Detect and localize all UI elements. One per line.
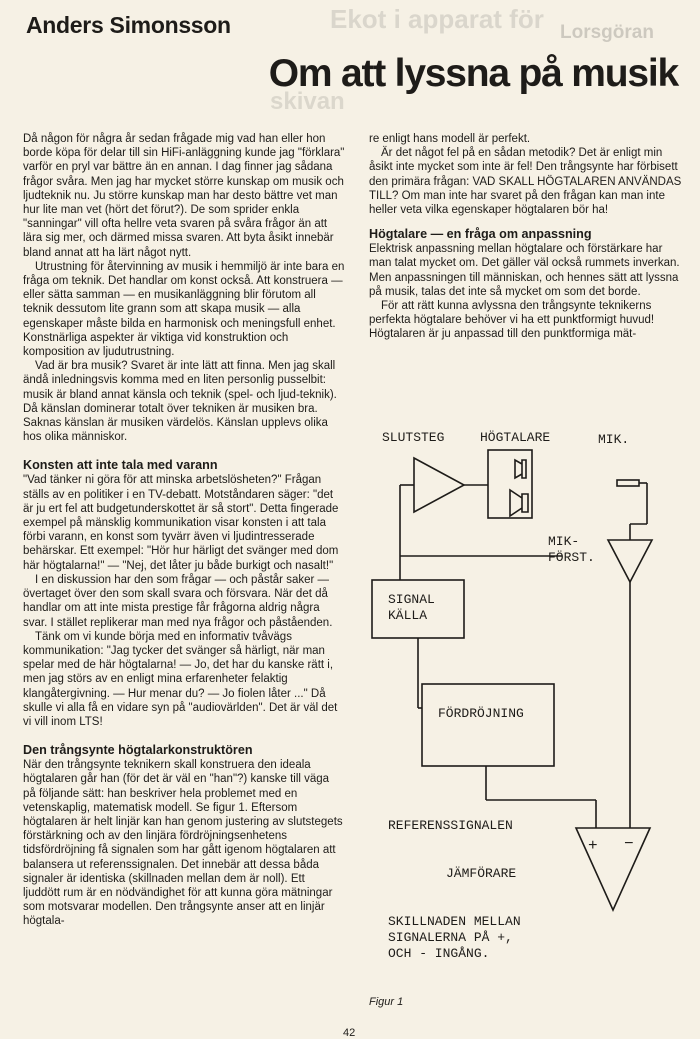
label-skillnad: SKILLNADEN MELLAN SIGNALERNA PÅ +, OCH - INGÅNG. (388, 914, 521, 961)
bleed-through-text: skivan (270, 88, 345, 115)
label-jamforare: JÄMFÖRARE (446, 866, 517, 881)
section-heading: Högtalare — en fråga om anpassning (369, 227, 592, 242)
paragraph: När den trångsynte teknikern skall konstruera den ideala högtalaren går han (för det är väl en "han"?) kanske till väga på följande sätt: han beskriver hela problemet med en vetenskaplig, matematisk modell. Se figur 1. Eftersom högtalaren är helt linjär kan han genom justering av slutstegets förstärkning och av den linjära fördröjningsenhetens tidsfördröjning få signalen som har gått igenom högtalaren att balansera ut referenssignalen. Det innebär att dessa båda signaler är identiska (skillnaden mellan dem är noll). Ett ljuddött rum är en nödvändighet för att kunna göra mätningar som motsvarar modellen. Den trångsynte anser att en linjär högtala- (23, 759, 343, 928)
paragraph: Då någon för några år sedan frågade mig vad han eller hon borde köpa för delar till sin HiFi-anläggning kunde jag "förklara" varför en pryl var bättre än en annan. I dag finner jag sådana frågor svåra. Men jag har mycket större kunskap om musik och ljudteknik nu. Ju större kunskap man har desto bättre vet man hur lite man vet (hört det förut?). De som sprider enkla "sanningar" vill ofta hellre veta svaren på svåra frågor än att lära sig mer, och därmed missa svaren. Att byta åsikt innebär bland annat att ha lärt något nytt. (23, 133, 345, 259)
microphone-icon (617, 480, 639, 486)
bleed-through-text: Lorsgöran (560, 22, 654, 43)
mic-preamp-triangle (608, 540, 652, 582)
left-column (23, 132, 345, 929)
paragraph: Elektrisk anpassning mellan högtalare och förstärkare har man talat mycket om. Det gäller väl också rummets inverkan. Men anpassningen till människan, och hennes sätt att lyssna på musik, talas det inte så mycket om som det borde. (369, 243, 680, 298)
label-mik: MIK. (598, 432, 630, 447)
paragraph: re enligt hans modell är perfekt. (369, 133, 531, 145)
speaker-driver-icon (510, 490, 528, 516)
paragraph: Vad är bra musik? Svaret är inte lätt att finna. Men jag skall ändå inledningsvis komma med en liten personlig pusselbit: musik är bland annat känsla och teknik (spel- och ljud-teknik). Då känslan dominerar totalt över tekniken är musiken bra. Saknas känslan är musiken värdelös. Känslan upplevs olika hos olika människor. (23, 360, 337, 444)
figure-1-diagram (362, 420, 688, 1020)
delay-box (422, 684, 554, 766)
label-referenssignalen: REFERENSSIGNALEN (388, 818, 513, 833)
label-hogtalare: HÖGTALARE (480, 430, 551, 445)
paragraph: Utrustning för återvinning av musik i hemmiljö är inte bara en fråga om teknik. Det handlar om konst också. Att konstruera — eller sätta samman — en musikanläggning blir förutom all teknik dessutom lite grann som att skapa musik — alla egenskaper måste bilda en harmonisk och meningsfull enhet. Konstnärliga aspekter är viktiga vid konstruktion och komposition av ljudutrustning. (23, 260, 345, 359)
paragraph: Tänk om vi kunde börja med en informativ tvåvägs kommunikation: "Jag tycker det svänger så härligt, när man spelar med de här högtalarna! — Jo, det har du kanske rätt i, men jag störs av en enligt mina erfarenheter felaktig klangåtergivning. — Hur menar du? — Jo fiolen låter ..." Då skulle vi alla få en vidare syn på "audiovärlden". Det är väl det vi vill inom LTS! (23, 630, 338, 728)
paragraph: Är det något fel på en sådan metodik? Det är enligt min åsikt inte mycket som inte är fel! Den trångsynte har förbisett den primära frågan: VAD SKALL HÖGTALAREN ANVÄNDAS TILL? Om man inte har svaret på den frågan kan man inte heller veta vilka egenskaper högtalaren bör ha! (369, 147, 682, 217)
paragraph: "Vad tänker ni göra för att minska arbetslösheten?" Frågan ställs av en politiker i en TV-debatt. Motståndaren säger: "det är ju ert fel att budgetunderskottet är så stort". Detta fingerade exempel på mänsklig kommunikation visar konsten i att tala förbi varann, en konst som tyvärr även vi ljudintresserade behärskar. Ett exempel: "Hör hur härligt det svänger med dom här högtalarna!" — "Nej, det låter ju både burkigt och nasalt!" (23, 474, 339, 572)
article-title: Om att lyssna på musik (268, 52, 678, 95)
author-name: Anders Simonsson (26, 12, 231, 38)
label-slutsteg: SLUTSTEG (382, 430, 445, 445)
label-plus: + (588, 837, 598, 855)
paragraph: För att rätt kunna avlyssna den trångsynte teknikerns perfekta högtalare behöver vi ha ett punktformigt huvud! Högtalaren är ju anpassad till den punktformiga mät- (369, 300, 655, 341)
label-fordrojning: FÖRDRÖJNING (438, 706, 524, 721)
speaker-driver-icon (515, 460, 526, 478)
paragraph: I en diskussion har den som frågar — och påstår saker — övertaget över den som skall svara och försvara. När det då handlar om att inte mista prestige får frågorna aldrig några svar. I stället replikerar man med nya frågor och påståenden. (23, 573, 333, 629)
label-signal-kalla: SIGNAL KÄLLA (388, 592, 435, 623)
bleed-through-text: Ekot i apparat för (330, 4, 544, 34)
figure-caption: Figur 1 (369, 996, 404, 1008)
page-number: 42 (343, 1027, 356, 1039)
label-mik-forst: MIK- FÖRST. (548, 534, 595, 565)
section-heading: Konsten att inte tala med varann (23, 458, 218, 473)
amplifier-triangle (414, 458, 464, 512)
section-heading: Den trångsynte högtalarkonstruktören (23, 743, 253, 758)
right-column (369, 132, 685, 342)
label-minus: − (624, 835, 634, 853)
